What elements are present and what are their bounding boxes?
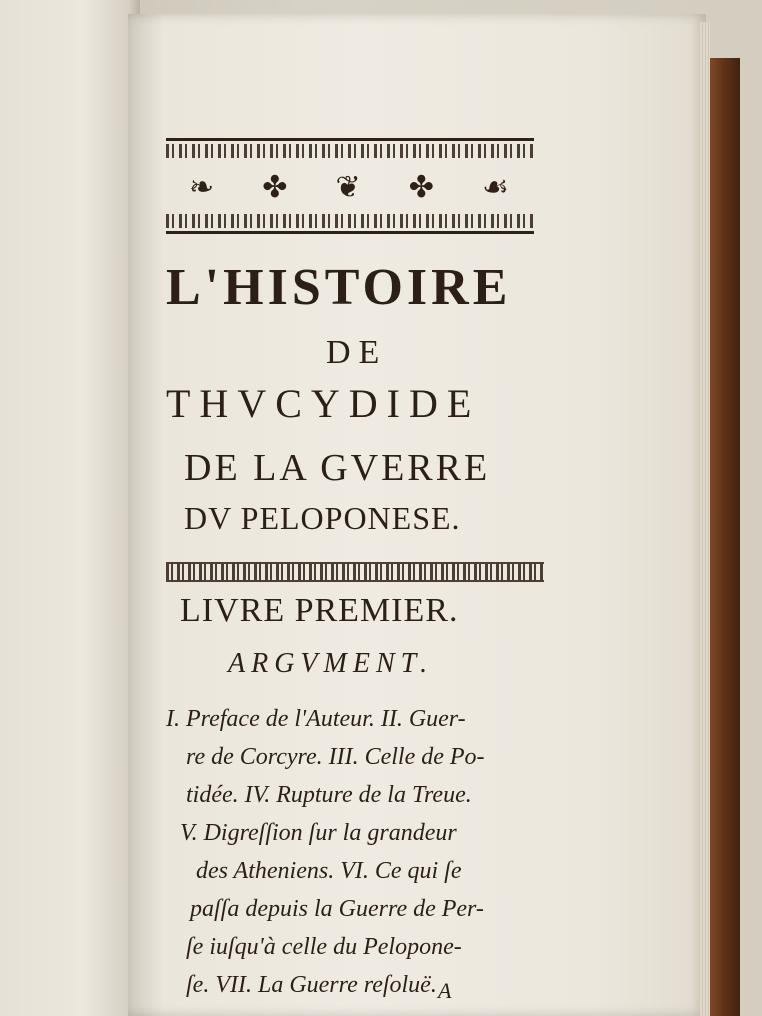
- headpiece-bottom-row: [166, 214, 534, 228]
- argument-line: ſe iuſqu'à celle du Pelopone-: [186, 934, 462, 960]
- fleuron-icon: ☙: [481, 169, 511, 205]
- page-title: L'HISTOIRE: [166, 259, 512, 316]
- headpiece-fleurons: [166, 165, 534, 209]
- headpiece-top-row: [166, 144, 534, 158]
- fleuron-icon: ✤: [262, 169, 290, 205]
- argument-line: re de Corcyre. III. Celle de Po-: [186, 744, 485, 770]
- title-peloponese: DV PELOPONESE.: [184, 500, 461, 536]
- fleuron-icon: ✤: [408, 169, 436, 205]
- argument-line: I. Preface de l'Auteur. II. Guer-: [166, 706, 466, 732]
- ornamental-rule: [166, 562, 544, 582]
- argument-text: [166, 700, 546, 1004]
- argument-heading: ARGVMENT.: [228, 648, 434, 679]
- ornamental-headpiece: [166, 138, 534, 234]
- argument-line: paſſa depuis la Guerre de Per-: [190, 896, 484, 922]
- title-guerre: DE LA GVERRE: [184, 447, 491, 489]
- argument-line: V. Digreſſion ſur la grandeur: [180, 820, 457, 846]
- fleuron-icon: ❦: [335, 169, 363, 205]
- argument-line: des Atheniens. VI. Ce qui ſe: [196, 858, 462, 884]
- catchword: A: [438, 978, 452, 1003]
- left-page: [0, 0, 140, 1016]
- fleuron-icon: ❧: [189, 169, 217, 205]
- title-de: DE: [326, 334, 388, 371]
- argument-line: ſe. VII. La Guerre reſoluë.: [186, 972, 437, 998]
- title-author: THVCYDIDE: [166, 381, 481, 426]
- argument-line: tidée. IV. Rupture de la Treue.: [186, 782, 472, 808]
- page-edges: [700, 22, 710, 1016]
- book-heading: LIVRE PREMIER.: [180, 592, 459, 629]
